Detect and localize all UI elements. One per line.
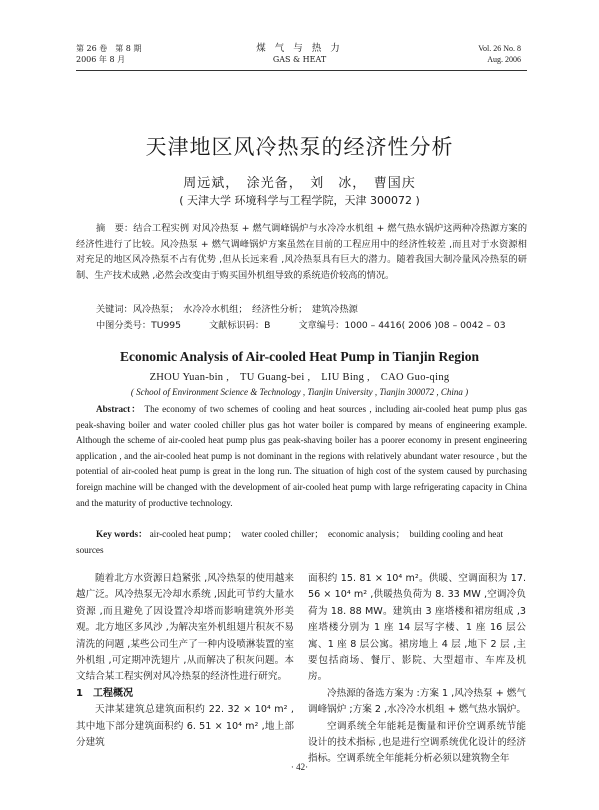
project-overview-paragraph: 天津某建筑总建筑面积约 22. 32 × 10⁴ m² ,其中地下部分建筑面积约 6. 51 × 10⁴ m² ,地上部分建筑	[76, 704, 294, 749]
journal-name-cn: 煤 气 与 热 力	[256, 43, 343, 54]
page-number: · 42·	[290, 762, 309, 772]
intro-paragraph: 随着北方水资源日趋紧张 ,风冷热泵的使用越来越广泛。风冷热泵无冷却水系统 ,因此可节约大量水资源 ,而且避免了因设置冷却塔而影响建筑外形美观。北方地区多风沙 ,为解决室外机组翅片积灰不易清洗的问题 ,某些公司生产了一种内设喷淋装置的室外机组 ,可定期冲洗翅片 ,从而解决了积灰问题。本文结合某工程实例对风冷热泵的经济性进行研究。	[76, 573, 294, 683]
clc-number: 中图分类号：TU995	[96, 320, 181, 331]
body-column-left	[76, 571, 294, 751]
paper-title-en: Economic Analysis of Air-cooled Heat Pump in Tianjin Region	[119, 349, 480, 364]
journal-name-en: GAS & HEAT	[272, 55, 327, 64]
abstract-cn-label: 摘 要：	[96, 223, 134, 234]
affiliation-en: ( School of Environment Science & Technology , Tianjin University , Tianjin 300072 , China )	[130, 387, 469, 397]
publication-date-cn: 2006 年 8 月	[76, 55, 126, 64]
abstract-en-text: The economy of two schemes of cooling and heat sources , including air-cooled heat pump plus gas peak-shaving boiler and water cooled chiller plus gas hot water boiler is compared by means of engineering example. Although the scheme of air-cooled heat pump plus gas peak-shaving boiler has a poorer economy in present engineering application , and the air-cooled heat pump is not dominant in the regions with relatively abundant water resource , but the potential of air-cooled heat pump is great in the long run. The situation of high cost of the system caused by purchasing foreign machine will be changed with the development of air-cooled heat pump with large refrigerating capacity in China and the maturity of productive technology.	[76, 404, 527, 508]
classification-line	[76, 318, 547, 334]
authors-cn: 周远斌， 涂光备， 刘 冰， 曹国庆	[183, 176, 416, 191]
project-area-paragraph: 面积约 15. 81 × 10⁴ m²。供暖、空调面积为 17. 56 × 10⁴ m² ,供暖热负荷为 8. 33 MW ,空调冷负荷为 18. 88 MW。建筑由 3 座塔楼和裙房组成 ,3 座塔楼分别为 1 座 14 层写字楼、1 座 16 层公寓、1 座 8 层公寓。裙房地上 4 层 ,地下 2 层 ,主要包括商场、餐厅、影院、大型超市、车库及机房。	[308, 573, 526, 683]
affiliation-cn: ( 天津大学 环境科学与工程学院，天津 300072 )	[179, 194, 420, 207]
energy-paragraph: 空调系统全年能耗是衡量和评价空调系统节能设计的技术指标 ,也是进行空调系统优化设计的经济指标。空调系统全年能耗分析必须以建筑物全年	[308, 720, 526, 765]
journal-volume-info-en	[478, 43, 521, 65]
section-heading-1: 1 工程概况	[76, 687, 133, 699]
volume-issue-en: Vol. 26 No. 8	[478, 44, 521, 53]
keywords-en	[76, 527, 527, 558]
article-number: 文章编号：1000 – 4416( 2006 )08 – 0042 – 03	[298, 320, 506, 331]
body-column-right	[308, 571, 526, 768]
schemes-paragraph: 冷热源的备选方案为 :方案 1 ,风冷热泵 + 燃气调峰锅炉 ;方案 2 ,水冷冷水机组 + 燃气热水锅炉。	[308, 687, 526, 716]
volume-issue: 第 26 卷 第 8 期	[76, 44, 142, 53]
keywords-cn	[76, 302, 547, 318]
keywords-cn-text: 风冷热泵； 水冷冷水机组； 经济性分析； 建筑冷热源	[132, 304, 358, 315]
keywords-en-text: air-cooled heat pump； water cooled chiller； economic analysis； building cooling and heat sources	[76, 529, 504, 555]
paper-title-cn: 天津地区风冷热泵的经济性分析	[145, 135, 454, 159]
publication-date-en: Aug. 2006	[487, 55, 521, 64]
authors-en: ZHOU Yuan-bin , TU Guang-bei , LIU Bing , CAO Guo-qing	[149, 372, 450, 383]
header-rule	[76, 70, 527, 71]
abstract-en	[76, 402, 527, 511]
abstract-en-label: Abstract：	[96, 404, 142, 414]
keywords-en-label: Key words：	[96, 529, 148, 539]
document-code: 文献标识码：B	[209, 320, 271, 331]
abstract-cn	[76, 221, 527, 283]
keywords-cn-label: 关键词：	[96, 304, 133, 315]
abstract-cn-text: 结合工程实例 对风冷热泵 + 燃气调峰锅炉与水冷冷水机组 + 燃气热水锅炉这两种冷热源方案的经济性进行了比较。风冷热泵 + 燃气调峰锅炉方案虽然在目前的工程应用中的经济性较差 ,而且对于水资源相对充足的地区风冷热泵不占有优势 ,但从长远来看 ,风冷热泵具有巨大的潜力。随着我国大制冷量风冷热泵的研制、生产技术成熟 ,必然会改变由于购买国外机组导致的系统造价较高的情况。	[76, 223, 528, 281]
